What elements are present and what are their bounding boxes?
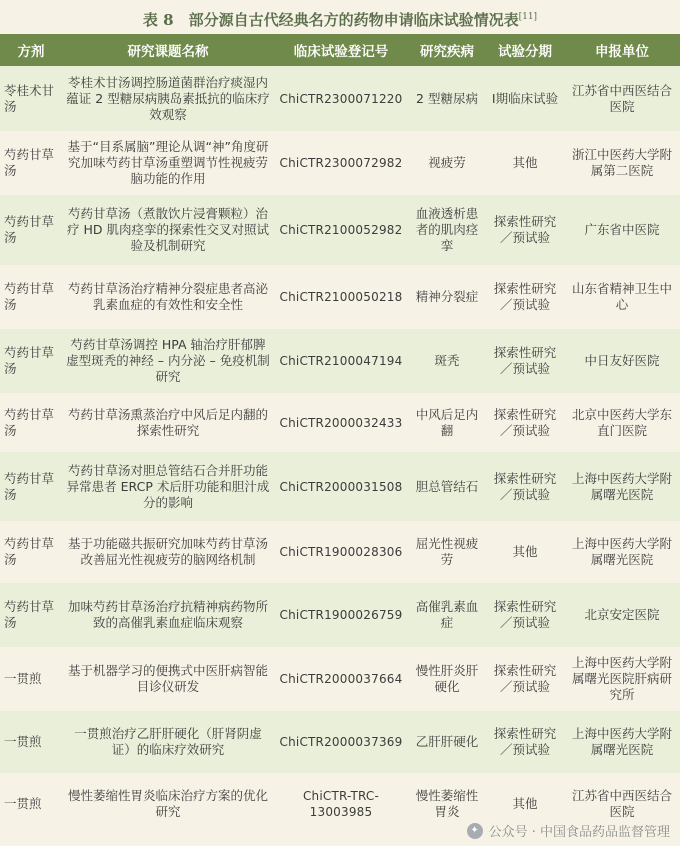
cell-registration: ChiCTR2000032433 <box>274 393 408 452</box>
cell-phase: 探索性研究／预试验 <box>486 265 564 329</box>
table-row <box>0 711 680 773</box>
cell-formula: 一贯煎 <box>0 773 62 835</box>
caption-ref: [11] <box>518 12 538 22</box>
cell-phase: 探索性研究／预试验 <box>486 583 564 647</box>
table-row <box>0 131 680 195</box>
table-row <box>0 66 680 131</box>
cell-phase: 探索性研究／预试验 <box>486 195 564 265</box>
cell-formula: 芍药甘草汤 <box>0 265 62 329</box>
watermark-text: 公众号 · 中国食品药品监督管理 <box>488 825 670 840</box>
table-caption <box>0 0 680 34</box>
caption-title: 表 8 部分源自古代经典名方的药物申请临床试验情况表 <box>142 11 519 29</box>
cell-unit: 北京中医药大学东直门医院 <box>564 393 680 452</box>
table-header-row <box>0 34 680 66</box>
cell-title: 芍药甘草汤熏蒸治疗中风后足内翻的探索性研究 <box>62 393 274 452</box>
cell-phase: 探索性研究／预试验 <box>486 647 564 711</box>
cell-disease: 乙肝肝硬化 <box>408 711 486 773</box>
cell-unit: 浙江中医药大学附属第二医院 <box>564 131 680 195</box>
cell-unit: 中日友好医院 <box>564 329 680 393</box>
cell-phase: 探索性研究／预试验 <box>486 711 564 773</box>
cell-disease: 视疲劳 <box>408 131 486 195</box>
cell-formula: 芍药甘草汤 <box>0 329 62 393</box>
cell-unit: 上海中医药大学附属曙光医院 <box>564 452 680 521</box>
cell-phase: 其他 <box>486 131 564 195</box>
cell-title: 芍药甘草汤调控 HPA 轴治疗肝郁脾虚型斑秃的神经 – 内分泌 – 免疫机制研究 <box>62 329 274 393</box>
table-row <box>0 647 680 711</box>
cell-formula: 芍药甘草汤 <box>0 452 62 521</box>
cell-unit: 江苏省中西医结合医院 <box>564 773 680 835</box>
cell-title: 一贯煎治疗乙肝肝硬化（肝肾阴虚证）的临床疗效研究 <box>62 711 274 773</box>
cell-title: 芍药甘草汤治疗精神分裂症患者高泌乳素血症的有效性和安全性 <box>62 265 274 329</box>
cell-unit: 上海中医药大学附属曙光医院肝病研究所 <box>564 647 680 711</box>
cell-title: 芍药甘草汤对胆总管结石合并肝功能异常患者 ERCP 术后肝功能和胆汁成分的影响 <box>62 452 274 521</box>
cell-registration: ChiCTR2000031508 <box>274 452 408 521</box>
table-row <box>0 452 680 521</box>
wechat-icon: ✦ <box>467 823 483 839</box>
watermark <box>467 821 670 840</box>
cell-registration: ChiCTR2000037664 <box>274 647 408 711</box>
cell-registration: ChiCTR2100052982 <box>274 195 408 265</box>
cell-unit: 广东省中医院 <box>564 195 680 265</box>
header-formula: 方剂 <box>0 34 62 66</box>
cell-disease: 高催乳素血症 <box>408 583 486 647</box>
cell-registration: ChiCTR1900028306 <box>274 521 408 583</box>
cell-disease: 精神分裂症 <box>408 265 486 329</box>
clinical-trials-table <box>0 34 680 835</box>
cell-disease: 慢性萎缩性胃炎 <box>408 773 486 835</box>
cell-title: 慢性萎缩性胃炎临床治疗方案的优化研究 <box>62 773 274 835</box>
cell-title: 芍药甘草汤（煮散饮片浸膏颗粒）治疗 HD 肌肉痉挛的探索性交叉对照试验及机制研究 <box>62 195 274 265</box>
cell-registration: ChiCTR2100050218 <box>274 265 408 329</box>
cell-registration: ChiCTR-TRC-13003985 <box>274 773 408 835</box>
cell-unit: 江苏省中西医结合医院 <box>564 66 680 131</box>
cell-phase: 探索性研究／预试验 <box>486 393 564 452</box>
cell-disease: 血液透析患者的肌肉痉挛 <box>408 195 486 265</box>
cell-phase: 其他 <box>486 521 564 583</box>
cell-registration: ChiCTR2300072982 <box>274 131 408 195</box>
cell-formula: 苓桂术甘汤 <box>0 66 62 131</box>
cell-title: 苓桂术甘汤调控肠道菌群治疗痰湿内蕴证 2 型糖尿病胰岛素抵抗的临床疗效观察 <box>62 66 274 131</box>
table-row <box>0 393 680 452</box>
cell-disease: 慢性肝炎肝硬化 <box>408 647 486 711</box>
header-disease: 研究疾病 <box>408 34 486 66</box>
cell-formula: 芍药甘草汤 <box>0 131 62 195</box>
cell-title: 基于功能磁共振研究加味芍药甘草汤改善屈光性视疲劳的脑网络机制 <box>62 521 274 583</box>
cell-disease: 胆总管结石 <box>408 452 486 521</box>
table-row <box>0 329 680 393</box>
cell-formula: 一贯煎 <box>0 647 62 711</box>
cell-formula: 芍药甘草汤 <box>0 583 62 647</box>
cell-registration: ChiCTR2000037369 <box>274 711 408 773</box>
cell-disease: 2 型糖尿病 <box>408 66 486 131</box>
cell-phase: 探索性研究／预试验 <box>486 452 564 521</box>
cell-registration: ChiCTR2300071220 <box>274 66 408 131</box>
table-row <box>0 521 680 583</box>
table-row <box>0 583 680 647</box>
header-registration: 临床试验登记号 <box>274 34 408 66</box>
cell-formula: 芍药甘草汤 <box>0 195 62 265</box>
cell-title: 基于机器学习的便携式中医肝病智能目诊仪研发 <box>62 647 274 711</box>
cell-unit: 上海中医药大学附属曙光医院 <box>564 521 680 583</box>
cell-title: 加味芍药甘草汤治疗抗精神病药物所致的高催乳素血症临床观察 <box>62 583 274 647</box>
header-phase: 试验分期 <box>486 34 564 66</box>
cell-unit: 北京安定医院 <box>564 583 680 647</box>
cell-disease: 中风后足内翻 <box>408 393 486 452</box>
cell-formula: 一贯煎 <box>0 711 62 773</box>
cell-formula: 芍药甘草汤 <box>0 521 62 583</box>
cell-unit: 上海中医药大学附属曙光医院 <box>564 711 680 773</box>
cell-title: 基于“目系属脑”理论从调“神”角度研究加味芍药甘草汤重塑调节性视疲劳脑功能的作用 <box>62 131 274 195</box>
cell-registration: ChiCTR1900026759 <box>274 583 408 647</box>
cell-disease: 斑秃 <box>408 329 486 393</box>
cell-registration: ChiCTR2100047194 <box>274 329 408 393</box>
cell-phase: Ⅰ期临床试验 <box>486 66 564 131</box>
cell-formula: 芍药甘草汤 <box>0 393 62 452</box>
header-unit: 申报单位 <box>564 34 680 66</box>
cell-disease: 屈光性视疲劳 <box>408 521 486 583</box>
cell-phase: 探索性研究／预试验 <box>486 329 564 393</box>
cell-phase: 其他 <box>486 773 564 835</box>
table-row <box>0 265 680 329</box>
cell-unit: 山东省精神卫生中心 <box>564 265 680 329</box>
header-title: 研究课题名称 <box>62 34 274 66</box>
table-row <box>0 195 680 265</box>
